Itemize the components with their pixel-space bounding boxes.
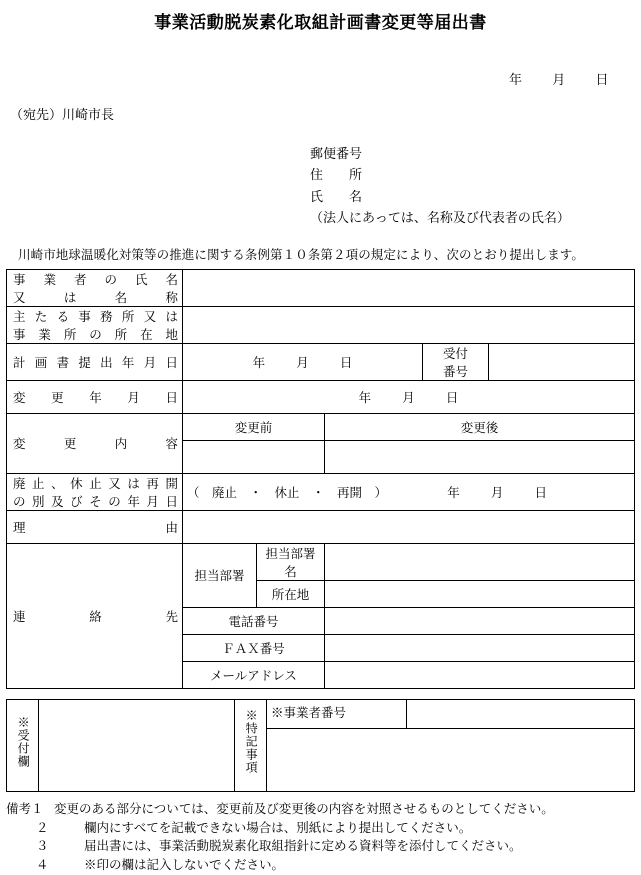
plan-submit-date-label: 計画書提出年月日	[7, 343, 183, 380]
tel-label: 電話番号	[183, 607, 325, 634]
date-day-label: 日	[595, 72, 609, 87]
table-row-change-headers	[7, 413, 635, 440]
page-title: 事業活動脱炭素化取組計画書変更等届出書	[154, 13, 487, 32]
dept-label: 担当部署	[183, 543, 257, 607]
table-row-contact-dept-name	[7, 543, 635, 580]
table-row-office-address	[7, 306, 635, 343]
change-date-value[interactable]: 年 月 日	[183, 380, 635, 413]
reason-label: 理由	[7, 510, 183, 543]
remark-text-2: 欄内にすべてを記載できない場合は、別紙により提出してください。	[84, 820, 472, 835]
table-row-abolition	[7, 473, 635, 510]
location-label: 所在地	[257, 580, 325, 607]
special-column-label: ※特記事項	[235, 699, 267, 791]
remark-text-3: 届出書には、事業活動脱炭素化取組指針に定める資料等を添付してください。	[84, 839, 522, 854]
remark-item-2	[6, 819, 641, 838]
address-label: 住 所	[310, 167, 363, 183]
remark-text-4: ※印の欄は記入しないでください。	[84, 858, 285, 872]
change-after-header: 変更後	[325, 413, 635, 440]
change-after-value[interactable]	[325, 440, 635, 473]
abolition-label: 廃止、休止又は再開 の別及びその年月日	[7, 473, 183, 510]
change-before-header: 変更前	[183, 413, 325, 440]
change-content-label: 変更内容	[7, 413, 183, 473]
addressee: （宛先）川崎市長	[10, 107, 115, 122]
change-date-label: 変更年月日	[7, 380, 183, 413]
fax-value[interactable]	[325, 634, 635, 661]
table-row-business-name	[7, 269, 635, 306]
corporate-name-note: （法人にあっては、名称及び代表者の氏名）	[310, 210, 570, 226]
change-before-value[interactable]	[183, 440, 325, 473]
date-year-label: 年	[508, 72, 523, 87]
remark-item-4	[6, 856, 641, 875]
office-address-label: 主たる事務所又は 事業所の所在地	[7, 306, 183, 343]
submission-date-line	[0, 69, 609, 88]
reason-value[interactable]	[183, 510, 635, 543]
name-label: 氏 名	[310, 188, 363, 204]
receipt-column-value[interactable]	[39, 699, 235, 791]
postal-code-label: 郵便番号	[310, 146, 363, 161]
dept-name-label: 担当部署名	[257, 543, 325, 580]
table-row-reason	[7, 510, 635, 543]
remark-item-3	[6, 837, 641, 856]
business-number-label: ※事業者番号	[267, 699, 407, 728]
location-value[interactable]	[325, 580, 635, 607]
receipt-column-label: ※受付欄	[7, 699, 39, 791]
fax-label: ＦＡＸ番号	[183, 634, 325, 661]
special-notes-value[interactable]	[267, 728, 635, 791]
business-name-label: 事業者の氏名 又は名称	[7, 269, 183, 306]
table-row-plan-submit-date	[7, 343, 635, 380]
dept-name-value[interactable]	[325, 543, 635, 580]
abolition-options: （ 廃止 ・ 休止 ・ 再開 ）	[187, 485, 388, 500]
remark-text-1: 変更のある部分については、変更前及び変更後の内容を対照させるものとしてください。	[54, 801, 554, 816]
office-address-value[interactable]	[183, 306, 635, 343]
receipt-number-value[interactable]	[489, 343, 635, 380]
document-page	[0, 8, 641, 873]
office-use-table	[6, 699, 635, 792]
table-row-change-date	[7, 380, 635, 413]
remark-number-4: ４	[36, 858, 49, 872]
abolition-value[interactable]: （ 廃止 ・ 休止 ・ 再開 ） 年 月 日	[183, 473, 635, 510]
remark-item-1	[6, 800, 641, 819]
plan-submit-date-value[interactable]: 年 月 日	[183, 343, 423, 380]
business-number-value[interactable]	[407, 699, 635, 728]
office-use-row-1	[7, 699, 635, 728]
tel-value[interactable]	[325, 607, 635, 634]
business-name-value[interactable]	[183, 269, 635, 306]
remark-number-3: ３	[36, 839, 49, 854]
contact-label: 連絡先	[7, 543, 183, 688]
mail-label: メールアドレス	[183, 661, 325, 688]
date-month-label: 月	[552, 72, 566, 87]
remark-number-1: 備考１	[6, 801, 44, 816]
applicant-block	[310, 143, 641, 229]
main-form-table	[6, 269, 635, 689]
remarks-section	[6, 800, 641, 875]
mail-value[interactable]	[325, 661, 635, 688]
remark-number-2: ２	[36, 820, 49, 835]
receipt-number-label: 受付 番号	[423, 343, 489, 380]
ordinance-statement: 川崎市地球温暖化対策等の推進に関する条例第１０条第２項の規定により、次のとおり提出します。	[18, 247, 585, 262]
